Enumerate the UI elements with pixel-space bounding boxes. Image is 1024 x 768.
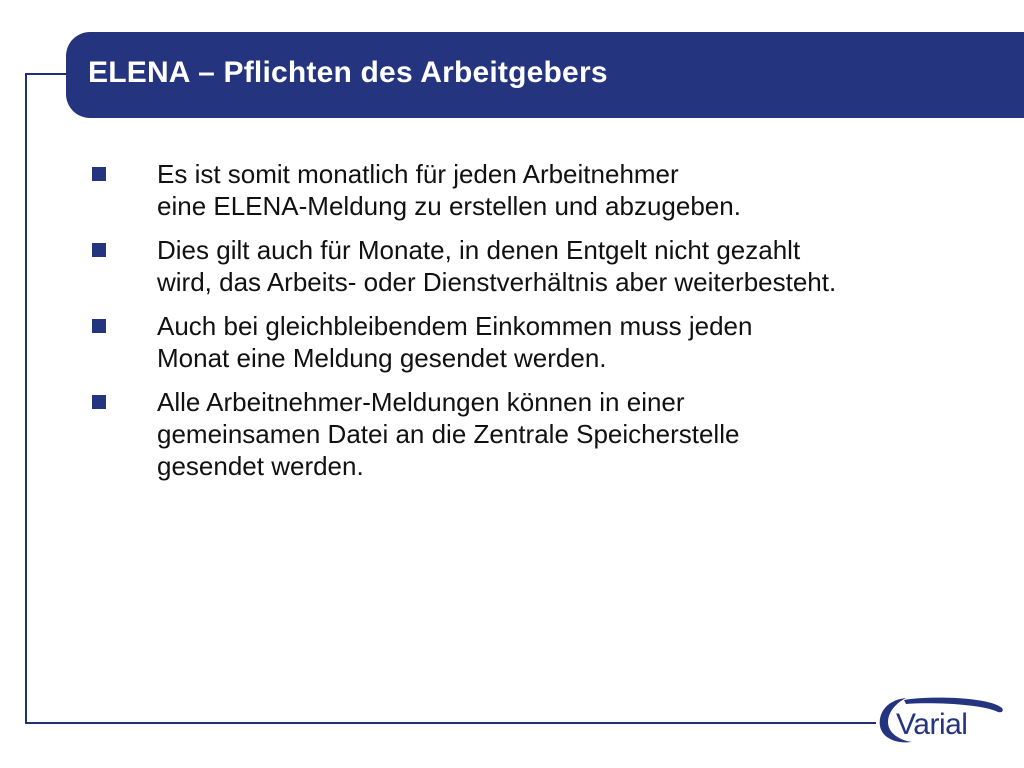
bullet-line: wird, das Arbeits- oder Dienstverhältnis aber weiterbesteht. [157, 267, 837, 297]
bullet-line: Es ist somit monatlich für jeden Arbeitnehmer [157, 159, 679, 189]
bullet-line: eine ELENA-Meldung zu erstellen und abzugeben. [157, 191, 741, 221]
slide-title: ELENA – Pflichten des Arbeitgebers [88, 56, 608, 89]
bullet-item [90, 158, 990, 222]
logo-text: Varial [896, 708, 968, 741]
square-bullet-icon [92, 167, 106, 181]
bullet-item [90, 310, 990, 374]
bullet-line: Dies gilt auch für Monate, in denen Entgelt nicht gezahlt [157, 235, 801, 265]
bullet-line: gemeinsamen Datei an die Zentrale Speicherstelle [157, 419, 740, 449]
square-bullet-icon [92, 319, 106, 333]
bullet-item [90, 234, 990, 298]
bullet-line: Monat eine Meldung gesendet werden. [157, 343, 607, 373]
bullet-line: Alle Arbeitnehmer-Meldungen können in einer [157, 387, 685, 417]
bullet-list [90, 158, 990, 494]
varial-logo-icon [876, 692, 1008, 748]
frame-bottom-line [25, 722, 876, 724]
bullet-line: Auch bei gleichbleibendem Einkommen muss jeden [157, 311, 753, 341]
bullet-item [90, 386, 990, 482]
square-bullet-icon [92, 395, 106, 409]
title-bar [66, 32, 1024, 118]
bullet-line: gesendet werden. [157, 451, 364, 481]
frame-top-line [25, 73, 70, 75]
frame-left-line [25, 73, 27, 724]
square-bullet-icon [92, 243, 106, 257]
